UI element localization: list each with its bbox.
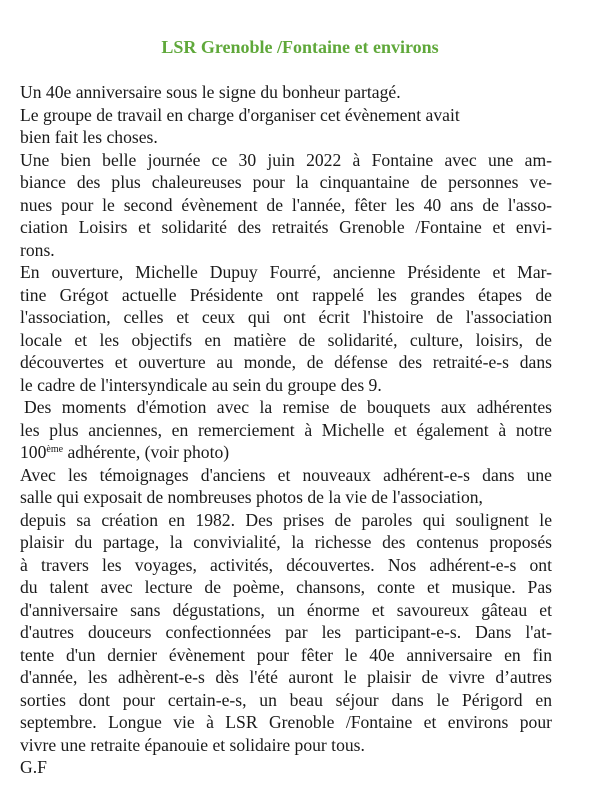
hundredth-line bbox=[20, 441, 552, 464]
text-line: vivre une retraite épanouie et solidaire pour tous. bbox=[20, 734, 365, 755]
text-line: En ouverture, Michelle Dupuy Fourré, ancienne Présidente et Mar- bbox=[20, 262, 552, 282]
text-line: l'association, celles et ceux qui ont écrit l'histoire de l'association bbox=[20, 307, 552, 327]
text-line: à travers les voyages, activités, découvertes. Nos adhérent-e-s ont bbox=[20, 554, 552, 575]
hundredth-number: 100 bbox=[20, 442, 47, 462]
text-line: plaisir du partage, la convivialité, la richesse des contenus proposés bbox=[20, 532, 552, 552]
article-body bbox=[20, 81, 552, 779]
text-line: Des moments d'émotion avec la remise de bouquets aux adhérentes bbox=[24, 397, 552, 417]
text-line: d'année, les adhèrent-e-s dès l'été auront le plaisir de vivre d’autres bbox=[20, 667, 552, 687]
article-title: LSR Grenoble /Fontaine et environs bbox=[161, 37, 439, 57]
text-line: Avec les témoignages d'anciens et nouveaux adhérent-e-s dans une bbox=[20, 464, 552, 485]
text-line: tente d'un dernier évènement pour fêter le 40e anniversaire en fin bbox=[20, 644, 552, 665]
text-line: le cadre de l'intersyndicale au sein du groupe des 9. bbox=[20, 374, 382, 395]
text-line: découvertes et ouverture au monde, de défense des retraité-e-s dans bbox=[20, 352, 552, 372]
text-line: bien fait les choses. bbox=[20, 127, 158, 147]
text-line: nues pour le second évènement de l'année, fêter les 40 ans de l'asso- bbox=[20, 194, 552, 215]
text-line: depuis sa création en 1982. Des prises de paroles qui soulignent le bbox=[20, 509, 552, 530]
hundredth-text: adhérente, (voir photo) bbox=[63, 442, 230, 462]
text-line: rons. bbox=[20, 239, 55, 260]
hundredth-suffix: ème bbox=[46, 444, 64, 455]
text-line: Une bien belle journée ce 30 juin 2022 à Fontaine avec une am- bbox=[20, 149, 552, 170]
text-line: tine Grégot actuelle Présidente ont rappelé les grandes étapes de bbox=[20, 284, 552, 305]
text-line: septembre. Longue vie à LSR Grenoble /Fontaine et environs pour bbox=[20, 712, 552, 732]
signature: G.F bbox=[20, 757, 47, 777]
text-line: locale et les objectifs en matière de solidarité, culture, loisirs, de bbox=[20, 329, 552, 350]
text-line: biance des plus chaleureuses pour la cinquantaine de personnes ve- bbox=[20, 172, 552, 192]
text-line: Un 40e anniversaire sous le signe du bonheur partagé. bbox=[20, 82, 401, 102]
text-line: sorties dont pour certain-e-s, un beau séjour dans le Périgord en bbox=[20, 689, 552, 710]
text-line: d'anniversaire sans dégustations, un énorme et savoureux gâteau et bbox=[20, 599, 552, 620]
text-line: les plus anciennes, en remerciement à Michelle et également à notre bbox=[20, 419, 552, 440]
text-line: d'autres douceurs confectionnées par les participant-e-s. Dans l'at- bbox=[20, 622, 552, 642]
text-line: salle qui exposait de nombreuses photos de la vie de l'association, bbox=[20, 487, 483, 507]
text-line: ciation Loisirs et solidarité des retraités Grenoble /Fontaine et envi- bbox=[20, 217, 552, 237]
text-line: du talent avec lecture de poème, chansons, conte et musique. Pas bbox=[20, 577, 552, 597]
text-line: Le groupe de travail en charge d'organiser cet évènement avait bbox=[20, 104, 460, 125]
